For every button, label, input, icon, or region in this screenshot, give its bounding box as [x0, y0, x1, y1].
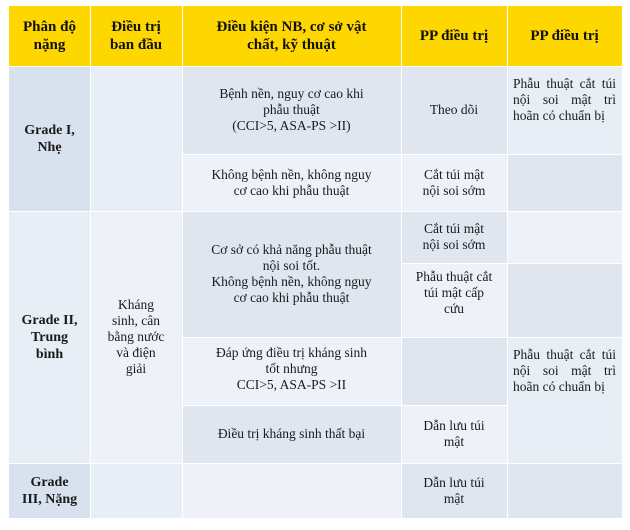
condition-row-3: Cơ sở có khả năng phẫu thuật nội soi tốt. Không bệnh nền, không nguy cơ cao khi phẫu thuật [182, 211, 401, 337]
method1-row-2: Cắt túi mật nội soi sớm [401, 154, 507, 211]
header-conditions: Điều kiện NB, cơ sở vật chất, kỹ thuật [182, 6, 401, 66]
grade-3-cell: Grade III, Nặng [9, 463, 90, 518]
header-initial-treatment: Điều trị ban đầu [90, 6, 182, 66]
method1-row-6: Dẫn lưu túi mật [401, 405, 507, 463]
header-method-1: PP điều trị [401, 6, 507, 66]
grid-line [182, 405, 507, 406]
grid-line [90, 211, 622, 212]
condition-row-5: Đáp ứng điều trị kháng sinh tốt nhưng CCI>5, ASA-PS >II [182, 337, 401, 405]
header-method-2: PP điều trị [507, 6, 622, 66]
initial-treatment-bottom-empty [90, 463, 182, 518]
method2-row-1: Phẫu thuật cắt túi nội soi mật trì hoãn có chuẩn bị [507, 66, 622, 154]
grid-line [182, 6, 183, 518]
grid-line [9, 211, 90, 212]
method1-row-1: Theo dõi [401, 66, 507, 154]
method2-row-5: Phẫu thuật cắt túi nội soi mật trì hoãn có chuẩn bị [507, 337, 622, 463]
method1-row-4: Phẫu thuật cắt túi mật cấp cứu [401, 263, 507, 337]
grid-line [90, 6, 91, 518]
condition-row-2: Không bệnh nền, không nguy cơ cao khi phẫu thuật [182, 154, 401, 211]
grade-2-cell: Grade II, Trung bình [9, 211, 90, 463]
method2-row-3-empty [507, 211, 622, 263]
method2-row-4-empty [507, 263, 622, 337]
method2-row-2-empty [507, 154, 622, 211]
grid-line [182, 154, 622, 155]
method1-row-3: Cắt túi mật nội soi sớm [401, 211, 507, 263]
grid-line [9, 66, 622, 67]
grid-line [507, 6, 508, 518]
condition-row-1: Bệnh nền, nguy cơ cao khi phẫu thuật (CCI>5, ASA-PS >II) [182, 66, 401, 154]
condition-row-6: Điều trị kháng sinh thất bại [182, 405, 401, 463]
grade-1-cell: Grade I, Nhẹ [9, 66, 90, 211]
initial-treatment-cell: Kháng sinh, cân bằng nước và điện giải [90, 211, 182, 463]
grid-line [401, 6, 402, 518]
initial-treatment-top-empty [90, 66, 182, 211]
method2-row-7-empty [507, 463, 622, 518]
condition-row-7-empty [182, 463, 401, 518]
treatment-table [9, 6, 622, 518]
method1-row-5-empty [401, 337, 507, 405]
method1-row-7: Dẫn lưu túi mật [401, 463, 507, 518]
grid-line [401, 263, 622, 264]
grid-line [9, 463, 622, 464]
grid-line [182, 337, 622, 338]
header-severity: Phân độ nặng [9, 6, 90, 66]
